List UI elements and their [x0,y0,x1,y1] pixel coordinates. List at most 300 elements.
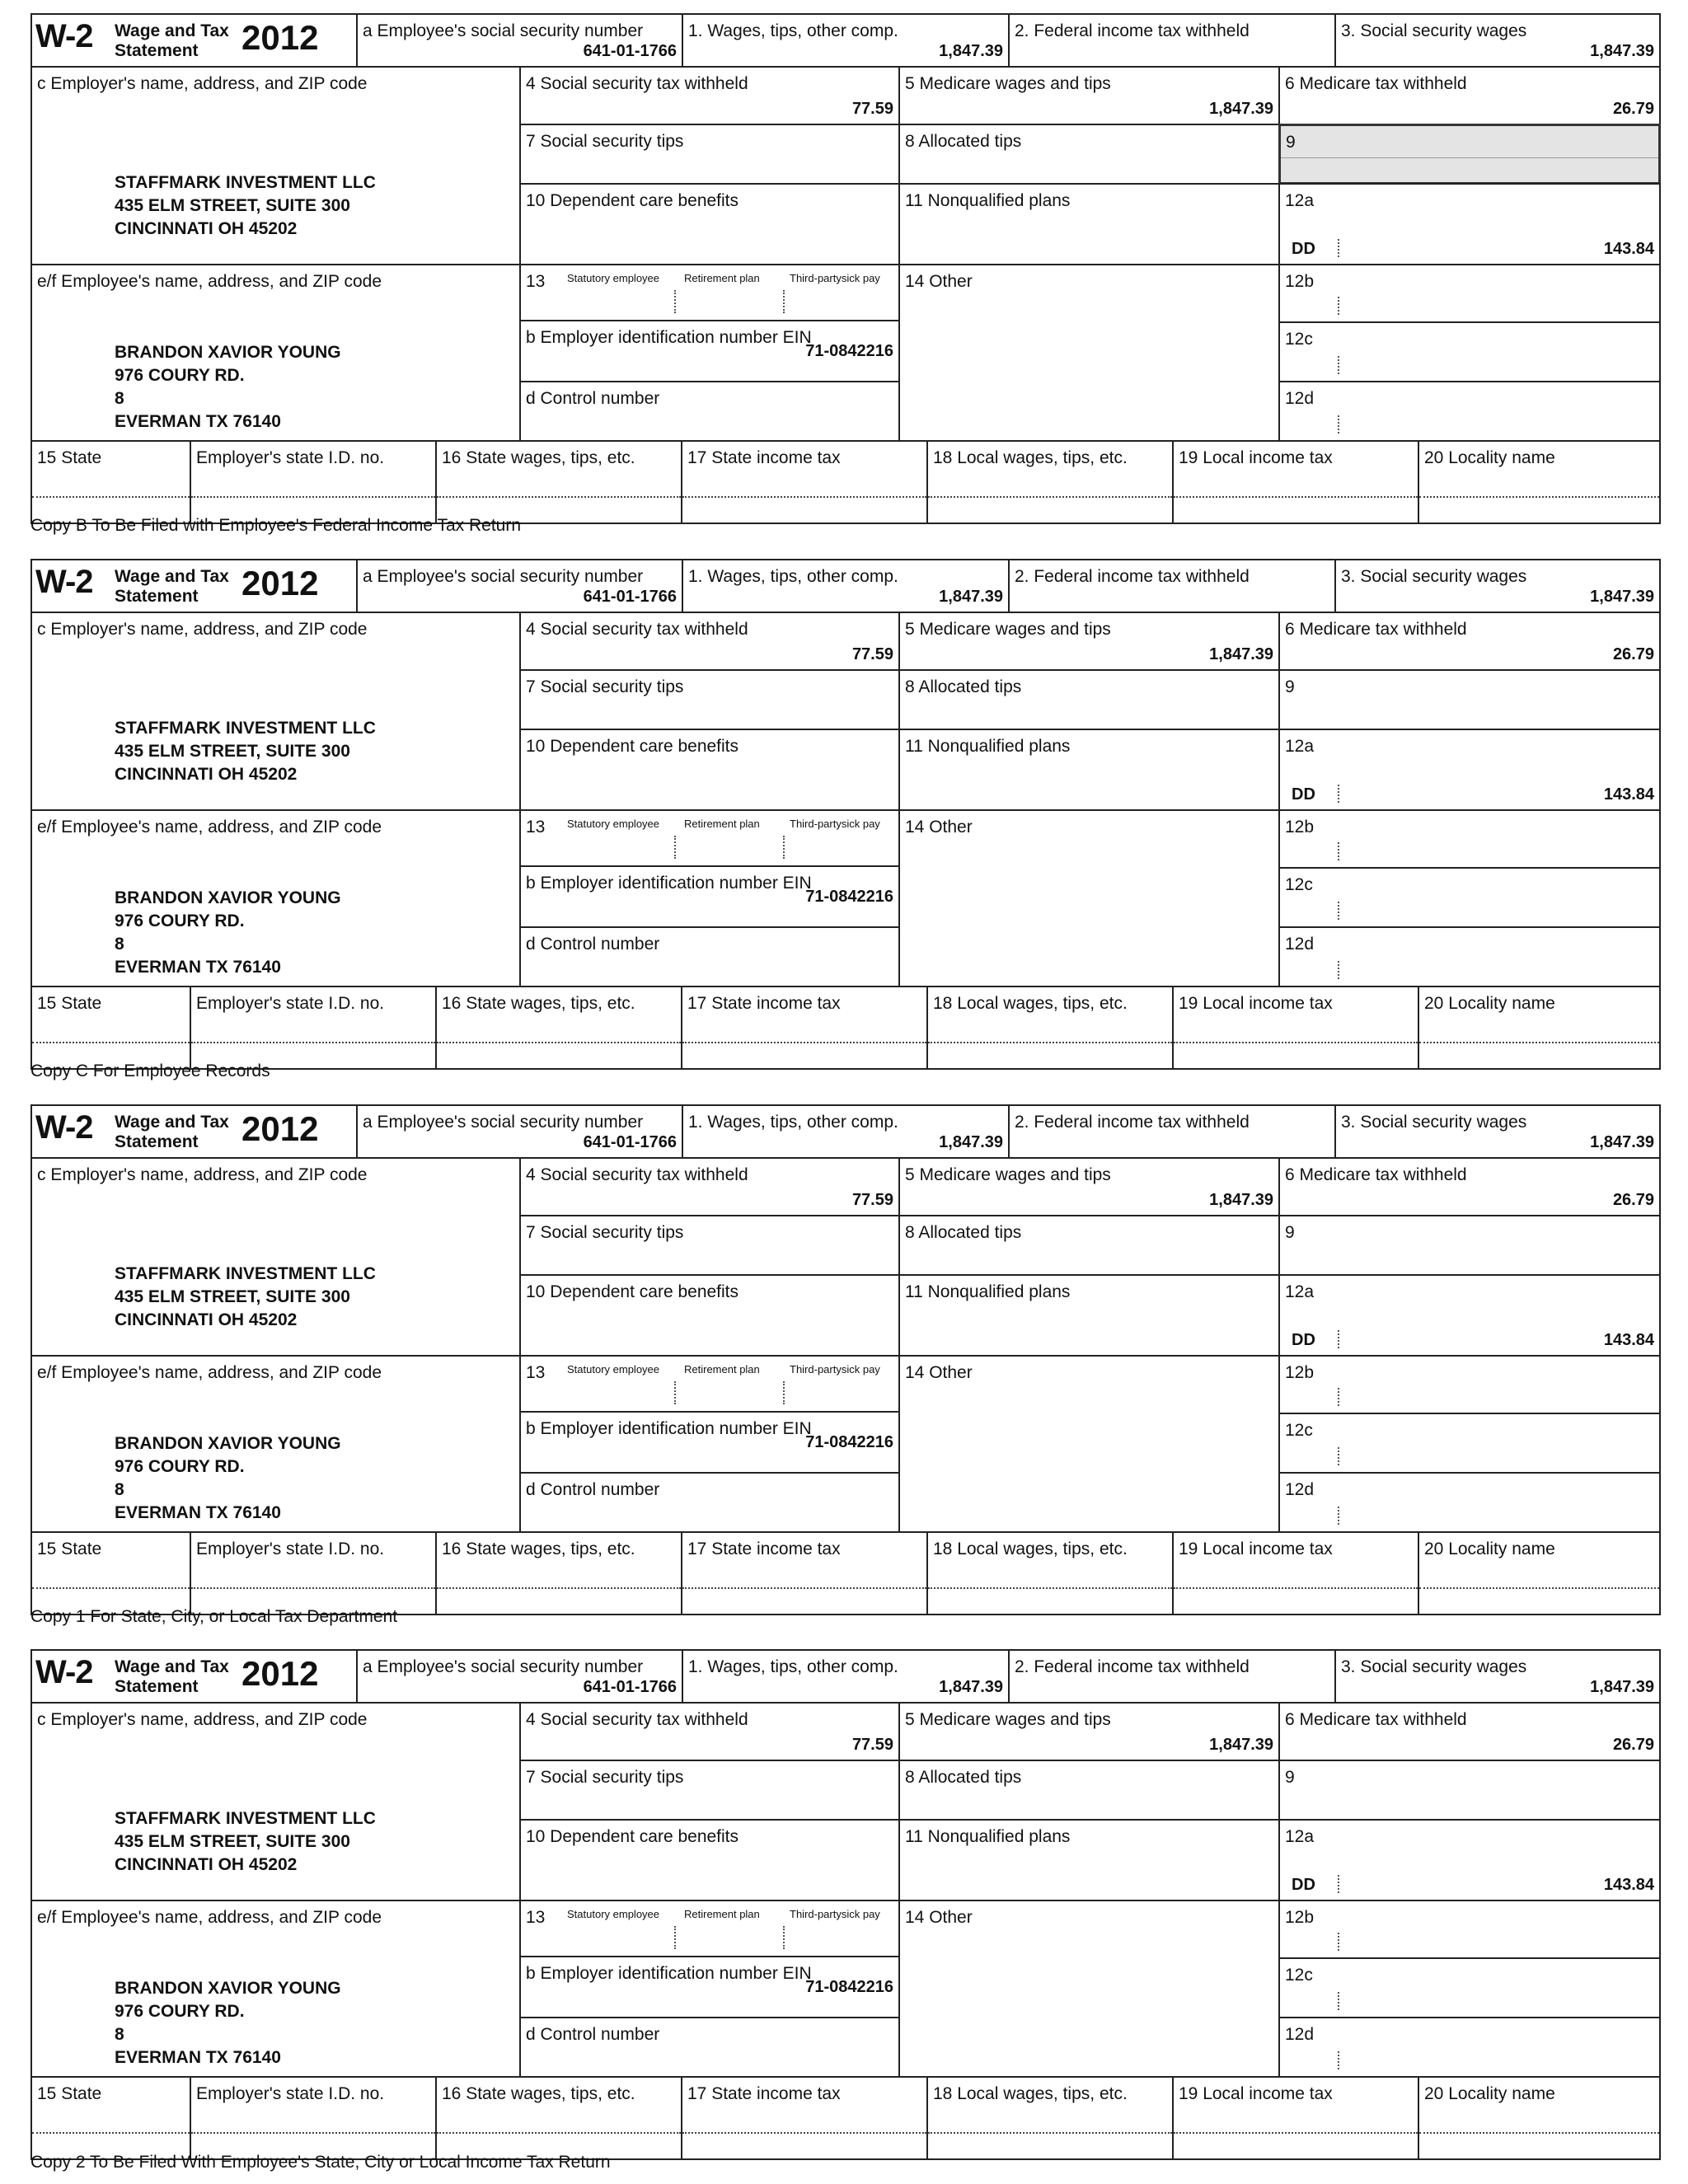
box-value[interactable]: 641-01-1766 [583,1678,677,1696]
box-13 [519,1355,900,1413]
box-label: 12d [1285,1480,1315,1499]
w2-copy [30,1104,1661,1607]
retirement-plan-checkbox[interactable] [783,1926,785,1949]
box-label: 12a [1285,1827,1315,1846]
box-5-medicare-wages [898,66,1280,125]
box-label: 16 State wages, tips, etc. [442,2084,635,2103]
box-label: 7 Social security tips [526,677,684,696]
retirement-plan-checkbox[interactable] [783,1381,785,1404]
employee-unit: 8 [115,389,124,408]
box-label: c Employer's name, address, and ZIP code [37,1165,368,1184]
employee-name: BRANDON XAVIOR YOUNG [115,1979,341,1998]
box-d-control [519,1472,900,1533]
row-divider [437,496,681,498]
box-4-ss-tax [519,612,900,671]
row-divider [1419,1042,1659,1043]
employee-city: EVERMAN TX 76140 [115,1503,281,1522]
row-divider [191,1042,435,1043]
box-label: 6 Medicare tax withheld [1285,1710,1467,1729]
statutory-employee-checkbox[interactable] [674,1926,676,1949]
box-2-federal-tax [1008,559,1336,613]
box-label: 18 Local wages, tips, etc. [933,448,1128,467]
box-label: a Employee's social security number [363,567,644,586]
employer-name: STAFFMARK INVESTMENT LLC [115,1264,376,1283]
box-label: 5 Medicare wages and tips [905,74,1111,93]
box-label: d Control number [526,1480,660,1499]
employee-name: BRANDON XAVIOR YOUNG [115,343,341,362]
box-value[interactable]: 143.84 [1603,240,1654,258]
box-label: e/f Employee's name, address, and ZIP code [37,818,382,837]
box-label: 5 Medicare wages and tips [905,620,1111,639]
box-value[interactable]: 71-0842216 [805,342,893,360]
box-value[interactable]: 641-01-1766 [583,42,677,60]
code-separator [1338,902,1339,920]
form-number: W-2 [35,564,93,600]
code-separator [1338,842,1339,860]
employee-name: BRANDON XAVIOR YOUNG [115,888,341,907]
box-label: 12c [1285,1966,1313,1985]
box-a-ssn [356,1649,683,1704]
employee-street: 976 COURY RD. [115,2002,245,2021]
row-divider [1174,496,1418,498]
box-12b [1278,1900,1661,1959]
box-17-state-tax [681,986,928,1070]
box-d-control [519,2017,900,2078]
box-9 [1278,124,1661,185]
employee-city: EVERMAN TX 76140 [115,2048,281,2067]
box-12d [1278,381,1661,442]
box-value[interactable]: 1,847.39 [1590,1678,1654,1696]
form-subtitle: Wage and Tax Statement [115,21,229,60]
box-12a [1278,183,1661,265]
retirement-plan-label: Retirement plan [684,1363,760,1376]
box-5-medicare-wages [898,1157,1280,1216]
box-label: d Control number [526,2025,660,2044]
w2-copy [30,13,1661,516]
box-ef-employee [30,809,521,987]
employee-unit: 8 [115,2025,124,2044]
box-label: b Employer identification number EIN [526,874,812,893]
retirement-plan-checkbox[interactable] [783,290,785,313]
row-divider [191,2132,435,2134]
box-label: d Control number [526,389,660,408]
box-d-control [519,926,900,987]
code-separator [1338,961,1339,979]
copy-caption: Copy C For Employee Records [30,1062,270,1080]
box-c-employer [30,612,521,811]
box-12c [1278,1957,1661,2018]
box-label: 7 Social security tips [526,1223,684,1242]
box-label: e/f Employee's name, address, and ZIP code [37,1908,382,1927]
box-label: b Employer identification number EIN [526,328,812,347]
box-13 [519,1900,900,1957]
box-label: 4 Social security tax withheld [526,620,748,639]
box-12c [1278,321,1661,382]
box-16-state-wages [435,986,682,1070]
box-label: 10 Dependent care benefits [526,737,739,756]
box-3-ss-wages [1334,13,1661,68]
employee-address [115,341,341,434]
box-label: 12d [1285,389,1315,408]
box-value[interactable]: 77.59 [851,645,893,663]
box-value[interactable]: 26.79 [1612,100,1654,118]
form-subtitle: Wage and Tax Statement [115,1113,229,1151]
box-label: 1. Wages, tips, other comp. [688,1113,898,1132]
box-label: 12b [1285,818,1315,837]
form-subtitle: Wage and Tax Statement [115,567,229,606]
box-label: 19 Local income tax [1179,448,1333,467]
form-title [30,559,358,613]
third-party-sick-pay-label: Third-partysick pay [790,1908,880,1920]
box-4-ss-tax [519,1702,900,1761]
box-value[interactable]: 143.84 [1603,1331,1654,1349]
statutory-employee-label: Statutory employee [567,272,660,284]
box-c-employer [30,66,521,265]
box-value[interactable]: 1,847.39 [1590,588,1654,606]
code-separator [1338,356,1339,374]
box-label: 12b [1285,1363,1315,1382]
box-value[interactable]: 1,847.39 [1209,100,1273,118]
box-3-ss-wages [1334,1104,1661,1159]
box-label: 12b [1285,272,1315,291]
box-value[interactable]: 1,847.39 [939,1133,1003,1151]
box-label: 18 Local wages, tips, etc. [933,994,1128,1013]
box-1-wages [682,1649,1010,1704]
box-label: 9 [1285,1768,1295,1787]
box-value[interactable]: 1,847.39 [1209,645,1273,663]
box-7-ss-tips [519,1215,900,1276]
row-divider [437,1042,681,1043]
box-label: 20 Locality name [1424,2084,1555,2103]
form-title [30,1104,358,1159]
box-9 [1278,1760,1661,1821]
box-label: 2. Federal income tax withheld [1015,567,1250,586]
box-label: 12a [1285,191,1315,210]
code-separator [1338,2051,1339,2069]
box-14-other [898,1900,1280,2078]
box-label: 6 Medicare tax withheld [1285,1165,1467,1184]
code-separator [1338,1933,1339,1951]
statutory-employee-checkbox[interactable] [674,836,676,859]
box-label: 9 [1285,1223,1295,1242]
box-12-code[interactable]: DD [1292,785,1315,804]
box-label: 13 [526,1363,546,1382]
box-label: c Employer's name, address, and ZIP code [37,620,368,639]
box-label: Employer's state I.D. no. [196,1540,385,1558]
box-15-state-id [190,986,437,1070]
box-19-local-tax [1172,1531,1419,1615]
box-12c [1278,1413,1661,1474]
box-value[interactable]: 1,847.39 [1590,1133,1654,1151]
tax-year: 2012 [241,564,319,602]
employee-city: EVERMAN TX 76140 [115,958,281,977]
tax-year: 2012 [241,1109,319,1148]
box-label: 4 Social security tax withheld [526,1165,748,1184]
box-value[interactable]: 1,847.39 [1209,1191,1273,1209]
row-divider [32,2132,190,2134]
row-divider [928,496,1172,498]
row-divider [32,496,190,498]
box-label: 11 Nonqualified plans [905,1827,1071,1846]
box-6-medicare-tax [1278,1702,1661,1761]
row-divider [32,1042,190,1043]
retirement-plan-checkbox[interactable] [783,836,785,859]
box-20-locality [1418,440,1661,524]
box-label: 12d [1285,2025,1315,2044]
employee-unit: 8 [115,1480,124,1499]
tax-year: 2012 [241,18,319,57]
employee-address [115,887,341,979]
code-separator [1338,1447,1339,1465]
box-16-state-wages [435,440,682,524]
employee-address [115,1977,341,2069]
row-divider [437,1587,681,1589]
box-label: 9 [1285,677,1295,696]
box-label: e/f Employee's name, address, and ZIP code [37,1363,382,1382]
box-a-ssn [356,13,683,68]
box-label: 4 Social security tax withheld [526,74,748,93]
box-a-ssn [356,1104,683,1159]
employer-address [115,717,376,786]
box-15-state-id [190,1531,437,1615]
employer-city: CINCINNATI OH 45202 [115,1310,298,1329]
box-15-state [30,1531,191,1615]
box-label: 8 Allocated tips [905,1768,1022,1787]
box-8-allocated-tips [898,1760,1280,1821]
box-label: 3. Social security wages [1341,21,1527,40]
box-value[interactable]: 641-01-1766 [583,588,677,606]
box-label: 14 Other [905,1363,973,1382]
employer-name: STAFFMARK INVESTMENT LLC [115,173,376,192]
employee-unit: 8 [115,935,124,954]
box-c-employer [30,1702,521,1901]
box-value[interactable]: 1,847.39 [939,1678,1003,1696]
box-3-ss-wages [1334,1649,1661,1704]
box-b-ein [519,865,900,928]
statutory-employee-label: Statutory employee [567,1908,660,1920]
box-label: 18 Local wages, tips, etc. [933,2084,1128,2103]
box-label: 6 Medicare tax withheld [1285,620,1467,639]
box-12-code[interactable]: DD [1292,240,1315,258]
box-2-federal-tax [1008,1104,1336,1159]
box-value[interactable]: 77.59 [851,1191,893,1209]
box-label: 12c [1285,875,1313,894]
box-value[interactable]: 26.79 [1612,1191,1654,1209]
row-divider [32,1587,190,1589]
box-ef-employee [30,1355,521,1533]
box-value[interactable]: 641-01-1766 [583,1133,677,1151]
box-label: 2. Federal income tax withheld [1015,1113,1250,1132]
box-a-ssn [356,559,683,613]
box-19-local-tax [1172,440,1419,524]
employee-street: 976 COURY RD. [115,1457,245,1476]
box-20-locality [1418,1531,1661,1615]
box-10-dependent-care [519,729,900,811]
box-value[interactable]: 71-0842216 [805,1978,893,1996]
row-divider [928,2132,1172,2134]
box-value[interactable]: 1,847.39 [1590,42,1654,60]
box-8-allocated-tips [898,669,1280,730]
box-11-nonqualified [898,1819,1280,1901]
box-6-medicare-tax [1278,66,1661,125]
box-label: 15 State [37,994,102,1013]
box-value[interactable]: 26.79 [1612,1736,1654,1754]
box-value[interactable]: 71-0842216 [805,1433,893,1451]
box-value[interactable]: 143.84 [1603,1876,1654,1894]
box-label: 19 Local income tax [1179,994,1333,1013]
box-18-local-wages [926,2076,1174,2160]
box-20-locality [1418,2076,1661,2160]
box-value[interactable]: 26.79 [1612,645,1654,663]
box-label: 14 Other [905,1908,973,1927]
box-label: 18 Local wages, tips, etc. [933,1540,1128,1558]
box-6-medicare-tax [1278,612,1661,671]
statutory-employee-checkbox[interactable] [674,290,676,313]
row-divider [928,1587,1172,1589]
form-title [30,13,358,68]
box-value[interactable]: 1,847.39 [939,588,1003,606]
box-value[interactable]: 71-0842216 [805,888,893,906]
box-label: 12a [1285,1282,1315,1301]
box-label: 5 Medicare wages and tips [905,1165,1111,1184]
box-label: 12a [1285,737,1315,756]
box-label: c Employer's name, address, and ZIP code [37,1710,368,1729]
form-subtitle: Wage and Tax Statement [115,1657,229,1696]
box-label: 20 Locality name [1424,448,1555,467]
box-label: 16 State wages, tips, etc. [442,994,635,1013]
box-label: 10 Dependent care benefits [526,1827,739,1846]
code-separator [1338,1507,1339,1525]
box-label: 7 Social security tips [526,132,684,151]
box-label: 15 State [37,448,102,467]
box-20-locality [1418,986,1661,1070]
box-label: 4 Social security tax withheld [526,1710,748,1729]
retirement-plan-label: Retirement plan [684,272,760,284]
row-divider [682,496,926,498]
box-d-control [519,381,900,442]
box-value[interactable]: 77.59 [851,1736,893,1754]
box-14-other [898,809,1280,987]
third-party-sick-pay-label: Third-partysick pay [790,818,880,830]
box-12-code[interactable]: DD [1292,1331,1315,1349]
employer-name: STAFFMARK INVESTMENT LLC [115,719,376,738]
box-label: 17 State income tax [687,1540,841,1558]
box-label: b Employer identification number EIN [526,1419,812,1438]
box-value[interactable]: 143.84 [1603,785,1654,804]
employer-street: 435 ELM STREET, SUITE 300 [115,742,350,761]
box-label: 17 State income tax [687,2084,841,2103]
box-label: e/f Employee's name, address, and ZIP code [37,272,382,291]
box-ef-employee [30,264,521,442]
box-label: 9 [1286,133,1296,152]
statutory-employee-checkbox[interactable] [674,1381,676,1404]
employee-city: EVERMAN TX 76140 [115,412,281,431]
box-12d [1278,2017,1661,2078]
row-divider [191,496,435,498]
row-divider [1419,1587,1659,1589]
box-7-ss-tips [519,124,900,185]
retirement-plan-label: Retirement plan [684,818,760,830]
box-12b [1278,1355,1661,1414]
box-label: 13 [526,1908,546,1927]
employer-city: CINCINNATI OH 45202 [115,219,298,238]
code-separator [1338,415,1339,434]
box-14-other [898,264,1280,442]
box-12-code[interactable]: DD [1292,1876,1315,1894]
box-3-ss-wages [1334,559,1661,613]
w2-copy [30,1649,1661,2152]
box-label: 14 Other [905,272,973,291]
box-label: 17 State income tax [687,448,841,467]
box-label: 10 Dependent care benefits [526,1282,739,1301]
form-number: W-2 [35,18,93,54]
box-17-state-tax [681,1531,928,1615]
box-13 [519,809,900,867]
box-18-local-wages [926,440,1174,524]
box-16-state-wages [435,1531,682,1615]
box-15-state-id [190,440,437,524]
third-party-sick-pay-label: Third-partysick pay [790,1363,880,1376]
box-b-ein [519,1411,900,1474]
box-12d [1278,1472,1661,1533]
box-label: 1. Wages, tips, other comp. [688,1657,898,1676]
box-label: 12c [1285,330,1313,349]
box-5-medicare-wages [898,1702,1280,1761]
box-15-state [30,986,191,1070]
box-value[interactable]: 1,847.39 [1209,1736,1273,1754]
box-19-local-tax [1172,2076,1419,2160]
row-divider [928,1042,1172,1043]
box-label: 11 Nonqualified plans [905,191,1071,210]
box-10-dependent-care [519,1819,900,1901]
box-label: 7 Social security tips [526,1768,684,1787]
box-label: c Employer's name, address, and ZIP code [37,74,368,93]
employer-street: 435 ELM STREET, SUITE 300 [115,196,350,215]
code-separator [1338,1330,1339,1348]
box-label: 8 Allocated tips [905,132,1022,151]
box-11-nonqualified [898,183,1280,265]
employee-address [115,1432,341,1525]
row-divider [1174,1042,1418,1043]
employer-street: 435 ELM STREET, SUITE 300 [115,1287,350,1306]
box-12d [1278,926,1661,987]
w2-copy [30,559,1661,1062]
box-ef-employee [30,1900,521,2078]
row-divider [191,1587,435,1589]
box-label: 2. Federal income tax withheld [1015,1657,1250,1676]
row-divider [1419,2132,1659,2134]
row-divider [682,1042,926,1043]
employee-street: 976 COURY RD. [115,366,245,385]
box-label: 17 State income tax [687,994,841,1013]
box-label: a Employee's social security number [363,1113,644,1132]
box-13 [519,264,900,321]
row-divider [437,2132,681,2134]
form-number: W-2 [35,1654,93,1690]
box-value[interactable]: 1,847.39 [939,42,1003,60]
box-value[interactable]: 77.59 [851,100,893,118]
box-label: 12b [1285,1908,1315,1927]
code-separator [1338,1992,1339,2010]
box-label: 16 State wages, tips, etc. [442,448,635,467]
box-label: 5 Medicare wages and tips [905,1710,1111,1729]
box-2-federal-tax [1008,1649,1336,1704]
box-8-allocated-tips [898,1215,1280,1276]
box-label: 14 Other [905,818,973,837]
box-12b [1278,264,1661,323]
third-party-sick-pay-label: Third-partysick pay [790,272,880,284]
box-17-state-tax [681,2076,928,2160]
